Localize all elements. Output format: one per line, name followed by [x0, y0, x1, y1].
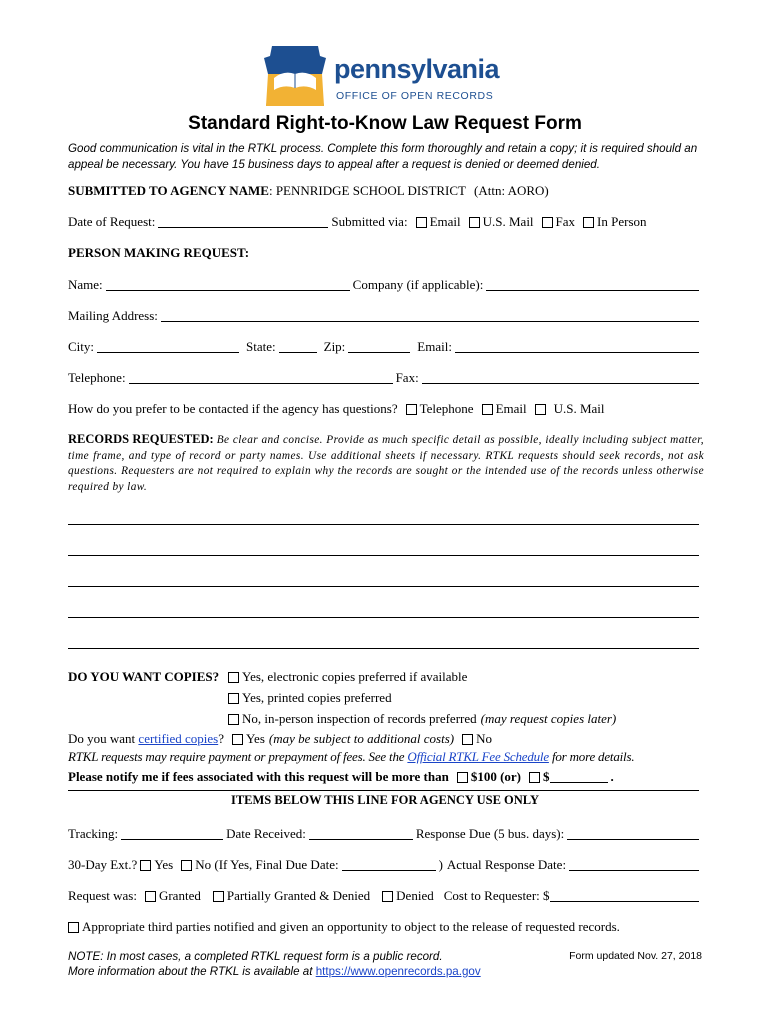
contact-row	[68, 401, 702, 417]
tracking-field[interactable]	[121, 827, 223, 840]
email-label: Email:	[417, 339, 452, 354]
third-parties-label: Appropriate third parties notified and given an opportunity to object to the release of requested records.	[82, 919, 620, 934]
extension-yes-checkbox[interactable]	[140, 860, 151, 871]
records-line-2[interactable]	[68, 555, 699, 556]
page-title: Standard Right-to-Know Law Request Form	[188, 113, 582, 134]
city-row	[68, 339, 702, 355]
zip-field[interactable]	[348, 340, 410, 353]
agency-attn: (Attn: AORO)	[474, 183, 549, 198]
logo-brand: pennsylvania	[334, 54, 500, 84]
email-field[interactable]	[455, 340, 699, 353]
extension-yes-label: Yes	[154, 857, 174, 872]
partial-label: Partially Granted & Denied	[226, 888, 371, 903]
company-label: Company (if applicable):	[352, 277, 484, 292]
company-field[interactable]	[486, 278, 699, 291]
extension-no-checkbox[interactable]	[181, 860, 192, 871]
records-line-3[interactable]	[68, 586, 699, 587]
agency-label: SUBMITTED TO AGENCY NAME	[68, 183, 269, 198]
footer-note: NOTE: In most cases, a completed RTKL request form is a public record.	[68, 950, 443, 963]
denied-checkbox[interactable]	[382, 891, 393, 902]
via-fax-checkbox[interactable]	[542, 217, 553, 228]
person-heading: PERSON MAKING REQUEST:	[68, 245, 250, 260]
via-mail-label: U.S. Mail	[482, 214, 534, 229]
telephone-label: Telephone:	[68, 370, 126, 385]
mailing-label: Mailing Address:	[68, 308, 158, 323]
tracking-label: Tracking:	[68, 826, 119, 841]
contact-email-label: Email	[495, 401, 527, 416]
via-email-checkbox[interactable]	[416, 217, 427, 228]
cost-label: Cost to Requester: $	[443, 888, 550, 903]
via-mail-checkbox[interactable]	[469, 217, 480, 228]
certified-no-checkbox[interactable]	[462, 734, 473, 745]
date-received-field[interactable]	[309, 827, 413, 840]
actual-response-field[interactable]	[569, 858, 699, 871]
actual-response-label: Actual Response Date:	[446, 857, 567, 872]
close-paren: )	[438, 857, 443, 872]
certified-row	[68, 731, 702, 747]
copies-row	[68, 669, 702, 685]
mailing-field[interactable]	[161, 309, 699, 322]
records-section	[68, 432, 704, 495]
extension-row	[68, 857, 702, 873]
response-due-label: Response Due (5 bus. days):	[415, 826, 565, 841]
zip-label: Zip:	[323, 339, 346, 354]
fax-label: Fax:	[395, 370, 419, 385]
certified-suffix: ?	[218, 731, 224, 746]
copies-inspection-row	[68, 711, 702, 727]
response-due-field[interactable]	[567, 827, 699, 840]
via-person-checkbox[interactable]	[583, 217, 594, 228]
notify-100-label: $100 (or)	[470, 769, 521, 784]
tracking-row	[68, 826, 702, 842]
request-was-row	[68, 888, 702, 904]
records-instructions: Be clear and concise. Provide as much specific detail as possible, ideally including subject matter, time frame, and type of record or party names. Use additional sheets if necessary. RTKL requests should seek records, not ask questions. Requesters are not required to explain why the records are sought or the intended use of the records unless otherwise required by law.	[68, 434, 705, 493]
via-person-label: In Person	[597, 214, 647, 229]
extension-no-label: No (If Yes, Final Due Date:	[195, 857, 339, 872]
copies-inspection-note: (may request copies later)	[480, 711, 617, 726]
agency-use-heading: ITEMS BELOW THIS LINE FOR AGENCY USE ONLY	[230, 793, 540, 807]
name-label: Name:	[68, 277, 103, 292]
copies-question: DO YOU WANT COPIES?	[68, 669, 220, 684]
contact-mail-label: U.S. Mail	[553, 401, 605, 416]
notify-amount-field[interactable]	[550, 770, 608, 783]
date-received-label: Date Received:	[226, 826, 306, 841]
certified-yes-label: Yes	[245, 731, 265, 746]
name-field[interactable]	[106, 278, 350, 291]
via-email-label: Email	[429, 214, 461, 229]
granted-checkbox[interactable]	[145, 891, 156, 902]
copies-printed-row	[68, 690, 702, 706]
records-line-4[interactable]	[68, 617, 699, 618]
fees-text: RTKL requests may require payment or prepayment of fees. See the	[68, 749, 408, 764]
state-label: State:	[246, 339, 276, 354]
date-field[interactable]	[158, 215, 328, 228]
request-was-label: Request was:	[68, 888, 137, 903]
cost-field[interactable]	[550, 889, 699, 902]
records-line-5[interactable]	[68, 648, 699, 649]
mailing-row	[68, 308, 702, 324]
logo	[262, 44, 512, 108]
agency-name: PENNRIDGE SCHOOL DISTRICT	[275, 183, 467, 198]
copies-printed-label: Yes, printed copies preferred	[242, 690, 392, 705]
intro-text: Good communication is vital in the RTKL process. Complete this form thoroughly and retain a copy; it is required should an appeal be necessary. You have 15 business days to appeal after a request is denied or deemed denied.	[68, 142, 698, 171]
copies-inspection-checkbox[interactable]	[228, 714, 239, 725]
certified-note: (may be subject to additional costs)	[268, 731, 455, 746]
notify-row: Please notify me if fees associated with this request will be more than $100 (or) $ .	[68, 769, 614, 784]
certified-no-label: No	[476, 731, 492, 746]
date-label: Date of Request:	[68, 214, 156, 229]
notify-text: Please notify me if fees associated with this request will be more than	[68, 769, 449, 784]
certified-copies-link[interactable]: certified copies	[138, 731, 219, 746]
city-field[interactable]	[97, 340, 239, 353]
partial-checkbox[interactable]	[213, 891, 224, 902]
third-parties-checkbox[interactable]	[68, 922, 79, 933]
via-fax-label: Fax	[555, 214, 576, 229]
footer-url-link[interactable]: https://www.openrecords.pa.gov	[315, 965, 481, 978]
name-row	[68, 277, 702, 293]
fees-row	[68, 749, 702, 765]
telephone-row	[68, 370, 702, 386]
granted-label: Granted	[158, 888, 201, 903]
copies-electronic-label: Yes, electronic copies preferred if available	[242, 669, 468, 684]
fees-text-end: for more details.	[548, 749, 635, 764]
certified-prefix: Do you want	[68, 731, 139, 746]
contact-telephone-label: Telephone	[419, 401, 474, 416]
form-updated: Form updated Nov. 27, 2018	[569, 950, 702, 962]
footer-more: More information about the RTKL is available at	[68, 965, 316, 978]
certified-yes-checkbox[interactable]	[232, 734, 243, 745]
contact-telephone-checkbox[interactable]	[406, 404, 417, 415]
city-label: City:	[68, 339, 95, 354]
footer	[68, 949, 481, 979]
state-field[interactable]	[279, 340, 317, 353]
contact-mail-checkbox[interactable]	[535, 404, 546, 415]
contact-question: How do you prefer to be contacted if the agency has questions?	[68, 401, 398, 416]
submitted-via-label: Submitted via:	[331, 214, 408, 229]
notify-100-checkbox[interactable]	[457, 772, 468, 783]
agency-row: SUBMITTED TO AGENCY NAME : PENNRIDGE SCHOOL DISTRICT (Attn: AORO)	[68, 183, 549, 198]
third-parties-row	[68, 919, 702, 935]
denied-label: Denied	[396, 888, 434, 903]
logo-office: OFFICE OF OPEN RECORDS	[336, 90, 494, 102]
records-line-1[interactable]	[68, 524, 699, 525]
telephone-field[interactable]	[129, 371, 393, 384]
fax-field[interactable]	[422, 371, 699, 384]
records-heading: RECORDS REQUESTED:	[68, 432, 214, 446]
copies-inspection-label: No, in-person inspection of records preferred	[242, 711, 477, 726]
contact-email-checkbox[interactable]	[482, 404, 493, 415]
agency-divider	[68, 790, 699, 791]
date-row	[68, 214, 702, 230]
copies-electronic-checkbox[interactable]	[228, 672, 239, 683]
fee-schedule-link[interactable]: Official RTKL Fee Schedule	[407, 749, 549, 764]
notify-custom-checkbox[interactable]	[529, 772, 540, 783]
extension-label: 30-Day Ext.?	[68, 857, 138, 872]
copies-printed-checkbox[interactable]	[228, 693, 239, 704]
notify-custom-label: $	[543, 769, 550, 784]
final-due-field[interactable]	[342, 858, 436, 871]
keystone-book-icon	[262, 44, 328, 108]
